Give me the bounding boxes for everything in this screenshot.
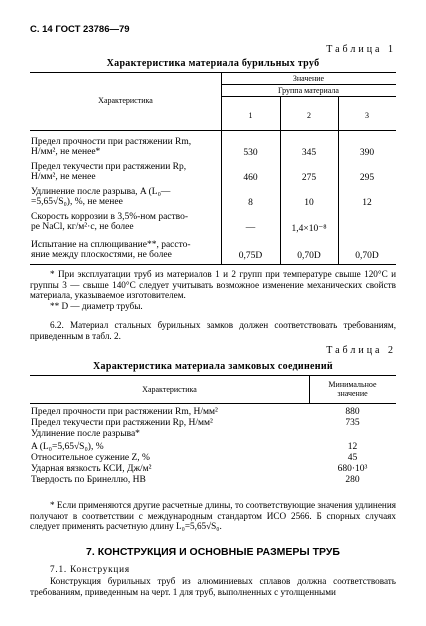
section-7-1-text: Конструкция бурильных труб из алюминиевых сплавов должна соответствовать требованиям, приведенным на черт. 1 для труб, выполненных с утолщенными [30, 576, 396, 597]
t1-row-value: 0,70D [355, 251, 379, 261]
t2-row-value: 280 [345, 475, 360, 485]
t1-header-value: Значение [292, 74, 325, 83]
t1-group-3: 3 [365, 111, 369, 120]
t1-row-value: 275 [301, 173, 317, 183]
t1-footnote-2: ** D — диаметр трубы. [50, 301, 143, 311]
t1-group-1: 1 [248, 111, 253, 120]
t1-group-2: 2 [307, 111, 311, 120]
t1-footnote-1: * При эксплуатации труб из материалов 1 и 2 групп при температуре свыше 120°С и группы 3 — свыше 140°С следует учитывать возможное изменение механических свойств материала, указываемое изготовителем. [30, 269, 396, 300]
t1-row-label: Скорость коррозии в 3,5%-ном раство- ре NaCl, кг/м²·с, не более [31, 212, 188, 233]
t2-row-label: Твердость по Бринеллю, НВ [31, 475, 146, 485]
t2-row-value: 680·10³ [337, 464, 368, 474]
t2-row-label: Ударная вязкость КСИ, Дж/м² [31, 464, 152, 474]
t2-row-value: 880 [345, 407, 360, 417]
t1-row-value: 530 [243, 148, 258, 158]
t1-row-label: Предел текучести при растяжении Rp, Н/мм², не менее [31, 162, 187, 183]
table2-title: Характеристика материала замковых соединений [93, 361, 333, 372]
t1-row-value: 0,70D [297, 251, 321, 261]
t1-row-value: 295 [359, 173, 375, 183]
t2-footnote: * Если применяются другие расчетные длины, то соответствующие значения удлинения получают в соответствии с международным стандартом ИСО 2566. Б спорных случаях следует применять расчетную длину L₀=5,65√S₀. [30, 500, 396, 531]
t1-row-value: 0,75D [238, 251, 263, 261]
t1-row-value: 390 [359, 148, 375, 158]
page-header: С. 14 ГОСТ 23786—79 [30, 24, 130, 35]
t1-row-value: 345 [301, 148, 317, 158]
t2-row-label: Удлинение после разрыва* [31, 429, 140, 439]
t2-row-label: A (L₀=5,65√S₀), % [31, 442, 104, 452]
t2-row-value: 45 [347, 453, 358, 463]
t1-header-group: Группа материала [278, 86, 339, 95]
t2-header-min: Минимальное значение [328, 380, 377, 398]
t2-header-characteristic: Характеристика [142, 385, 197, 394]
t1-row-value: 460 [243, 173, 258, 183]
section-7-1-heading: 7.1. Конструкция [50, 564, 130, 574]
t1-row-label: Испытание на сплющивание**, рассто- яние между плоскостями, не более [31, 240, 191, 261]
t1-row-value: 8 [248, 198, 253, 208]
t2-row-label: Относительное сужение Z, % [31, 453, 150, 463]
t1-row-value: 12 [362, 198, 372, 208]
table1-title: Характеристика материала бурильных труб [106, 58, 320, 69]
table1-label: Таблица 1 [326, 44, 396, 55]
t1-row-label: Предел прочности при растяжении Rm, Н/мм², не менее* [31, 137, 192, 158]
t1-row-label: Удлинение после разрыва, A (L₀— =5,65√S₀), %, не менее [31, 187, 171, 208]
t2-row-label: Предел текучести при растяжении Rp, Н/мм² [31, 418, 213, 428]
t1-row-value: — [245, 223, 256, 233]
t1-header-characteristic: Характеристика [98, 96, 153, 105]
table2-label: Таблица 2 [326, 345, 396, 356]
t2-row-value: 12 [347, 442, 358, 452]
section-7-title: 7. КОНСТРУКЦИЯ И ОСНОВНЫЕ РАЗМЕРЫ ТРУБ [86, 546, 340, 558]
t2-row-label: Предел прочности при растяжении Rm, Н/мм² [31, 407, 218, 417]
t1-row-value: 1,4×10⁻⁸ [291, 224, 327, 234]
t1-row-value: 10 [304, 198, 314, 208]
t2-row-value: 735 [345, 418, 360, 428]
paragraph-6-2: 6.2. Материал стальных бурильных замков должен соответствовать требованиям, приведенным в табл. 2. [30, 320, 396, 341]
